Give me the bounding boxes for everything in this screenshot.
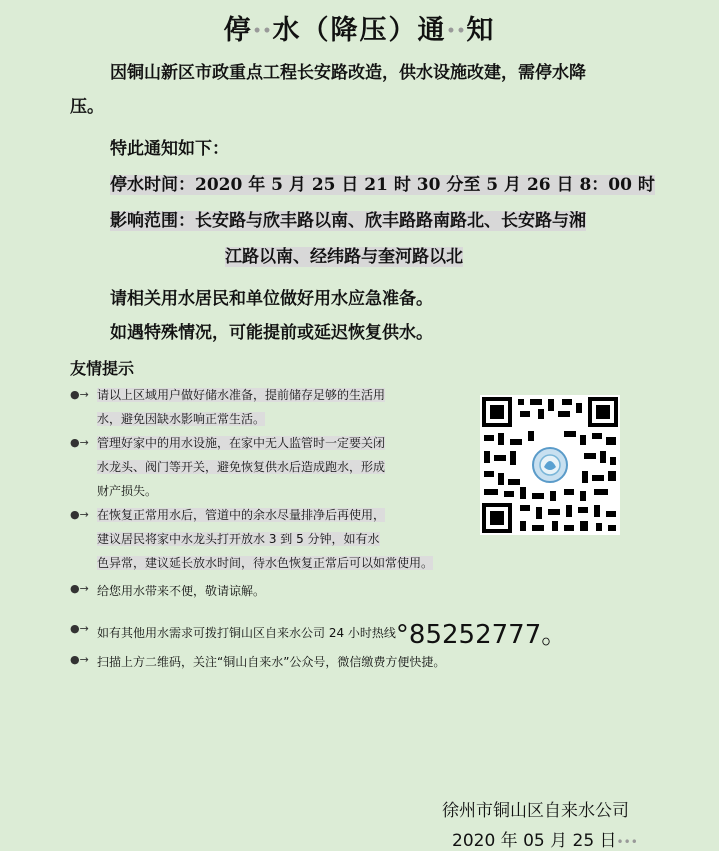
special-notice: 如遇特殊情况，可能提前或延迟恢复供水。 <box>110 323 433 343</box>
bullet-icon: ●→ <box>70 582 89 595</box>
outage-time-text: 停水时间：2020 年 5 月 25 日 21 时 30 分至 5 月 26 日 8：00 时 <box>110 175 655 195</box>
list-item <box>70 614 567 651</box>
title-part: 停 <box>223 15 253 46</box>
signature-date <box>452 826 638 851</box>
tip-text: 管理好家中的用水设施，在家中无人监管时一定要关闭 <box>97 436 386 450</box>
tip-text: 水龙头、阀门等开关，避免恢复供水后造成跑水，形成 <box>97 460 386 474</box>
notice-title <box>0 8 719 47</box>
list-item <box>70 653 445 670</box>
title-dots: •• <box>252 23 273 40</box>
bullet-icon: ●→ <box>70 436 89 449</box>
tips-title: 友情提示 <box>70 359 135 378</box>
title-dots: •• <box>446 23 467 40</box>
affected-area <box>110 204 586 238</box>
notice-heading: 特此通知如下： <box>110 139 229 159</box>
bullet-icon: ●→ <box>70 388 89 401</box>
list-item <box>70 383 470 431</box>
tip-text: 在恢复正常用水后，管道中的余水尽量排净后再使用， <box>97 508 386 522</box>
prep-notice: 请相关用水居民和单位做好用水应急准备。 <box>110 289 433 309</box>
qr-code-icon <box>480 395 620 535</box>
signature-dots: ••• <box>616 835 638 849</box>
affected-area-text: 江路以南、经纬路与奎河路以北 <box>225 247 463 267</box>
bullet-icon: ●→ <box>70 508 89 521</box>
affected-area-cont <box>225 240 463 274</box>
signature-date-text: 2020 年 05 月 25 日 <box>452 831 617 851</box>
bullet-icon: ●→ <box>70 653 89 666</box>
hotline-number: °85252777。 <box>395 620 568 650</box>
tip-text: 请以上区域用户做好储水准备，提前储存足够的生活用 <box>97 388 386 402</box>
title-part: 知 <box>466 15 496 46</box>
tip-text: 如有其他用水需求可拨打铜山区自来水公司 24 小时热线 <box>97 626 396 640</box>
tip-text: 财产损失。 <box>97 484 158 498</box>
outage-time <box>110 168 655 202</box>
list-item <box>70 503 470 575</box>
list-item <box>70 431 470 503</box>
tip-text: 水，避免因缺水影响正常生活。 <box>97 412 266 426</box>
intro-text-cont: 压。 <box>70 97 104 117</box>
tip-text: 扫描上方二维码，关注“铜山自来水”公众号，微信缴费方便快捷。 <box>97 655 446 669</box>
bullet-icon: ●→ <box>70 622 89 635</box>
tip-text: 色异常，建议延长放水时间，待水色恢复正常后可以如常使用。 <box>97 556 434 570</box>
title-part: 水（降压）通 <box>272 15 447 46</box>
intro-text: 因铜山新区市政重点工程长安路改造，供水设施改建，需停水降 <box>110 63 586 83</box>
affected-area-text: 影响范围：长安路与欣丰路以南、欣丰路路南路北、长安路与湘 <box>110 211 586 231</box>
signature-company: 徐州市铜山区自来水公司 <box>442 801 629 821</box>
tip-text: 给您用水带来不便，敬请谅解。 <box>97 584 266 598</box>
tips-list <box>70 383 470 575</box>
list-item <box>70 582 265 599</box>
tip-text: 建议居民将家中水龙头打开放水 3 到 5 分钟，如有水 <box>97 532 380 546</box>
